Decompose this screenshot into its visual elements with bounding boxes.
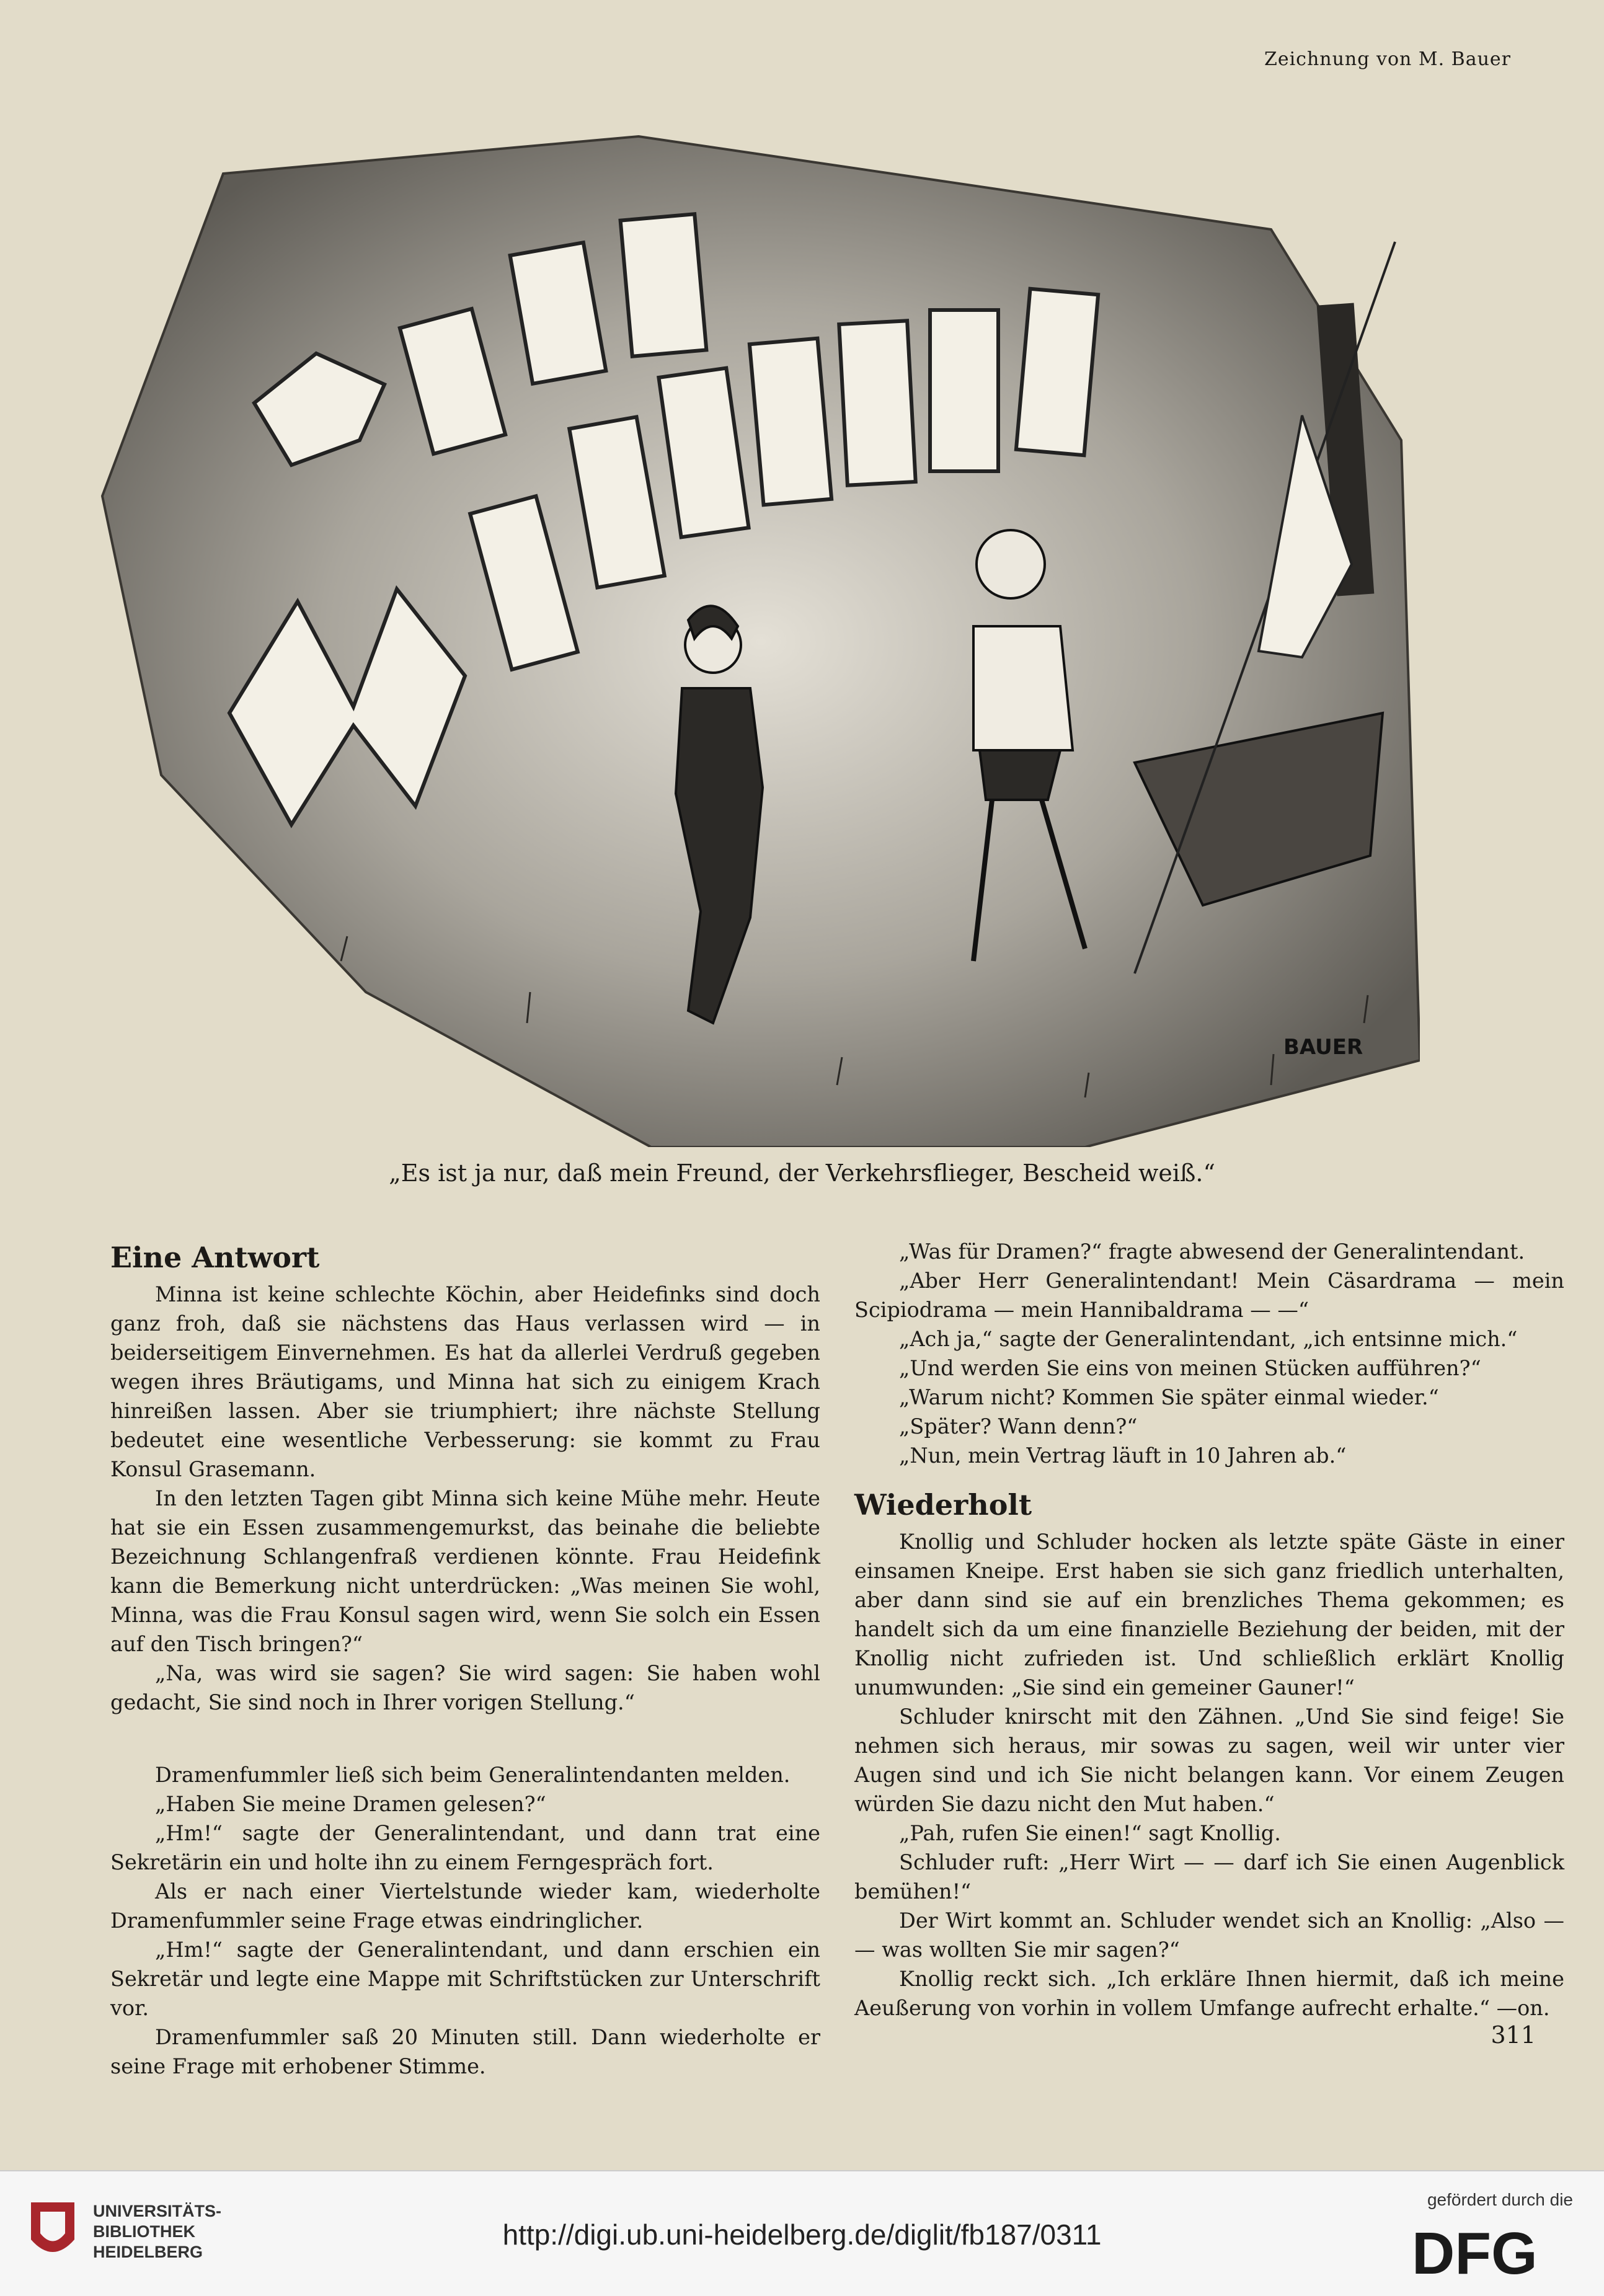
paragraph: Schluder knirscht mit den Zähnen. „Und Sie sind feige! Sie nehmen sich heraus, mir sowas zu sagen, weil wir unter vier Augen sind und ich Sie nicht belangen kann. Vor einem Zeugen würden Sie dazu nicht den Mut haben.“: [854, 1704, 1564, 1816]
permalink-url[interactable]: http://digi.ub.uni-heidelberg.de/diglit/fb187/0311: [502, 2218, 1102, 2251]
viewer-footer: [0, 2170, 1604, 2296]
illustration-credit: Zeichnung von M. Bauer: [1264, 48, 1511, 70]
paragraph: Knollig und Schluder hocken als letzte späte Gäste in einer einsamen Kneipe. Erst haben sie sich ganz friedlich unterhalten, aber dann sind sie auf ein brenzliches Thema gekommen; es handelt sich da um eine finanzielle Beziehung der beiden, mit der Knollig nicht zufrieden ist. Und schließlich erklärt Knollig unumwunden: „Sie sind ein gemeiner Gauner!“: [854, 1530, 1564, 1700]
paragraph: „Hm!“ sagte der Generalintendant, und dann trat eine Sekretärin ein und holte ihn zu einem Ferngespräch fort.: [110, 1821, 820, 1874]
svg-text:DFG: DFG: [1412, 2221, 1538, 2283]
paragraph: „Was für Dramen?“ fragte abwesend der Generalintendant.: [899, 1239, 1525, 1264]
paragraph: „Aber Herr Generalintendant! Mein Cäsardrama — mein Scipiodrama — mein Hannibaldrama — —“: [854, 1269, 1564, 1322]
funding-label: gefördert durch die: [1427, 2190, 1573, 2209]
paragraph: Dramenfummler saß 20 Minuten still. Dann wiederholte er seine Frage mit erhobener Stimme.: [110, 2025, 820, 2078]
university-name[interactable]: UNIVERSITÄTS- BIBLIOTHEK HEIDELBERG: [93, 2202, 222, 2261]
paragraph: Minna ist keine schlechte Köchin, aber Heidefinks sind doch ganz froh, daß sie nächstens das Haus verlassen wird — in beiderseitigem Einvernehmen. Es hat da allerlei Verdruß gegeben wegen ihres Bräutigams, und Minna hat sich zu einigem Krach hinreißen lassen. Aber sie triumphiert; ihre nächste Stellung bedeutet eine wesentliche Verbesserung: sie kommt zu Frau Konsul Grasemann.: [110, 1282, 820, 1481]
paragraph: In den letzten Tagen gibt Minna sich keine Mühe mehr. Heute hat sie ein Essen zusammengemurkst, das beinahe die beliebte Bezeichnung Schlangenfraß verdienen könnte. Frau Heidefink kann die Bemerkung nicht unterdrücken: „Was meinen Sie wohl, Minna, was die Frau Konsul sagen wird, wenn Sie solch ein Essen auf den Tisch bringen?“: [110, 1486, 820, 1656]
heading-wiederholt: Wiederholt: [854, 1488, 1032, 1522]
cartoon-illustration: [93, 93, 1420, 1147]
left-column: [110, 1240, 820, 2081]
dfg-logo[interactable]: [1412, 2221, 1573, 2283]
paragraph: Dramenfummler ließ sich beim Generalintendanten melden.: [155, 1763, 791, 1787]
paragraph: Als er nach einer Viertelstunde wieder kam, wiederholte Dramenfummler seine Frage etwas eindringlicher.: [110, 1879, 820, 1933]
paragraph: „Ach ja,“ sagte der Generalintendant, „ich entsinne mich.“: [899, 1327, 1518, 1351]
paragraph: „Hm!“ sagte der Generalintendant, und dann erschien ein Sekretär und legte eine Mappe mit Schriftstücken zur Unterschrift vor.: [110, 1938, 820, 2020]
paragraph: „Warum nicht? Kommen Sie später einmal wieder.“: [899, 1385, 1439, 1409]
right-column: [854, 1237, 1564, 2023]
paragraph: „Und werden Sie eins von meinen Stücken aufführen?“: [899, 1356, 1481, 1380]
illustration-caption: „Es ist ja nur, daß mein Freund, der Verkehrsflieger, Bescheid weiß.“: [389, 1159, 1215, 1187]
paragraph: Knollig reckt sich. „Ich erkläre Ihnen hiermit, daß ich meine Aeußerung von vorhin in vollem Umfange aufrecht erhalte.“ —on.: [854, 1967, 1564, 2020]
artist-signature: BAUER: [1283, 1035, 1363, 1060]
heading-eine-antwort: Eine Antwort: [110, 1241, 320, 1274]
paragraph: „Später? Wann denn?“: [899, 1414, 1138, 1438]
paragraph: „Na, was wird sie sagen? Sie wird sagen: Sie haben wohl gedacht, Sie sind noch in Ihrer vorigen Stellung.“: [110, 1661, 820, 1714]
paragraph: „Haben Sie meine Dramen gelesen?“: [155, 1792, 546, 1816]
paragraph: „Pah, rufen Sie einen!“ sagt Knollig.: [899, 1821, 1281, 1845]
page-number: 311: [1491, 2021, 1536, 2049]
paragraph: „Nun, mein Vertrag läuft in 10 Jahren ab.“: [899, 1443, 1347, 1468]
paragraph: Der Wirt kommt an. Schluder wendet sich an Knollig: „Also — — was wollten Sie mir sagen?“: [854, 1908, 1564, 1962]
paragraph: Schluder ruft: „Herr Wirt — — darf ich Sie einen Augenblick bemühen!“: [854, 1850, 1564, 1904]
